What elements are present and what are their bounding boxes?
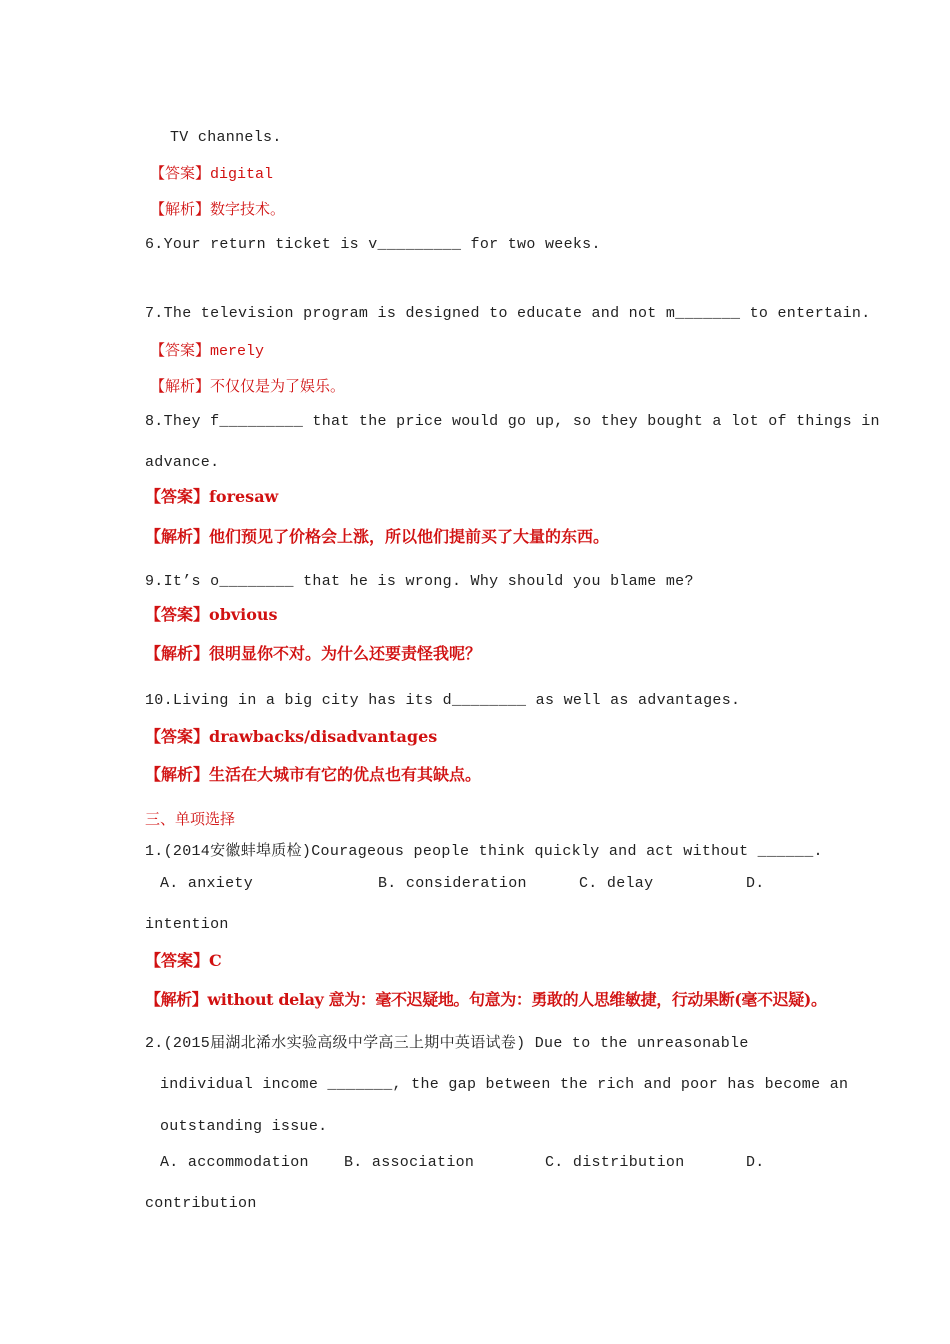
section-heading: 三、单项选择	[145, 810, 236, 828]
q5-answer	[150, 163, 273, 185]
mc1-option-d-wrap: intention	[145, 916, 229, 933]
answer-label: 【答案】	[145, 951, 210, 970]
mc2-stem-line3: outstanding issue.	[160, 1118, 328, 1135]
q8-text-line1: 8.They f_________ that the price would go up, so they bought a lot of things in	[145, 413, 880, 430]
answer-value: drawbacks/disadvantages	[209, 727, 438, 746]
analysis-label: 【解析】	[145, 644, 210, 663]
q7-text: 7.The television program is designed to educate and not m_______ to entertain.	[145, 305, 871, 322]
answer-value: digital	[210, 166, 274, 183]
mc2-option-d-wrap: contribution	[145, 1195, 257, 1212]
mc2-option-d: D.	[746, 1154, 765, 1171]
analysis-text: 数字技术。	[210, 200, 286, 218]
analysis-label: 【解析】	[145, 765, 210, 784]
mc1-analysis	[145, 990, 827, 1010]
q7-analysis	[150, 376, 345, 396]
answer-label: 【答案】	[145, 605, 210, 624]
analysis-label: 【解析】	[150, 377, 211, 395]
mc2-stem-line1: 2.(2015届湖北浠水实验高级中学高三上期中英语试卷) Due to the unreasonable	[145, 1035, 749, 1052]
analysis-text: without delay 意为：毫不迟疑地。句意为：勇敢的人思维敏捷，行动果断(毫不迟疑)。	[207, 990, 827, 1009]
answer-value: foresaw	[209, 487, 279, 506]
mc1-option-b: B. consideration	[378, 875, 527, 892]
mc1-option-a: A. anxiety	[160, 875, 254, 892]
q8-answer	[145, 487, 278, 507]
analysis-label: 【解析】	[145, 990, 208, 1009]
q5-text-tail: TV channels.	[170, 129, 282, 146]
q9-answer	[145, 605, 278, 625]
q10-answer	[145, 727, 437, 747]
answer-value: C	[209, 951, 222, 970]
q8-analysis	[145, 527, 609, 547]
answer-label: 【答案】	[150, 341, 211, 359]
analysis-label: 【解析】	[150, 200, 211, 218]
q8-text-line2: advance.	[145, 454, 220, 471]
mc1-answer	[145, 951, 222, 971]
mc1-stem: 1.(2014安徽蚌埠质检)Courageous people think quickly and act without ______.	[145, 843, 823, 860]
analysis-text: 很明显你不对。为什么还要责怪我呢？	[209, 644, 482, 663]
q7-answer	[150, 340, 264, 362]
answer-value: obvious	[209, 605, 278, 624]
analysis-text: 他们预见了价格会上涨，所以他们提前买了大量的东西。	[209, 527, 610, 546]
mc2-option-a: A. accommodation	[160, 1154, 309, 1171]
answer-label: 【答案】	[145, 487, 210, 506]
analysis-text: 不仅仅是为了娱乐。	[210, 377, 346, 395]
mc2-option-c: C. distribution	[545, 1154, 685, 1171]
mc1-option-c: C. delay	[579, 875, 654, 892]
mc2-stem-line2: individual income _______, the gap between the rich and poor has become an	[160, 1076, 849, 1093]
mc1-option-d: D.	[746, 875, 765, 892]
q10-text: 10.Living in a big city has its d________ as well as advantages.	[145, 692, 741, 709]
q6-text: 6.Your return ticket is v_________ for two weeks.	[145, 236, 601, 253]
answer-label: 【答案】	[145, 727, 210, 746]
answer-value: merely	[210, 343, 265, 360]
q10-analysis	[145, 765, 481, 785]
analysis-label: 【解析】	[145, 527, 210, 546]
analysis-text: 生活在大城市有它的优点也有其缺点。	[209, 765, 482, 784]
mc2-option-b: B. association	[344, 1154, 475, 1171]
q5-analysis	[150, 199, 285, 219]
q9-text: 9.It’s o________ that he is wrong. Why should you blame me?	[145, 573, 694, 590]
answer-label: 【答案】	[150, 164, 211, 182]
q9-analysis	[145, 644, 481, 664]
